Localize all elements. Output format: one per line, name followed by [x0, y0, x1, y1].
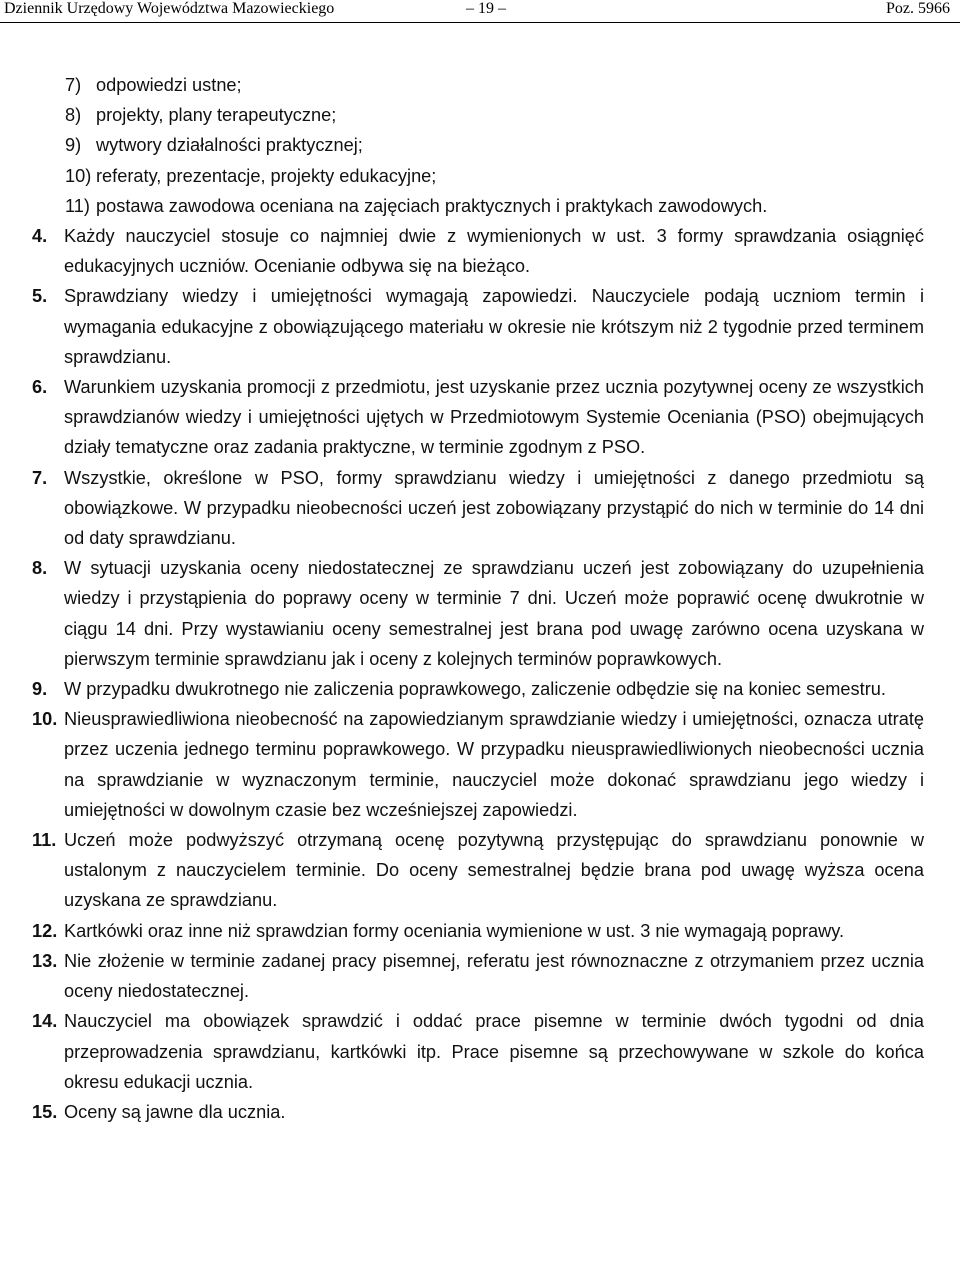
paragraph-text: Nauczyciel ma obowiązek sprawdzić i oddać prace pisemne w terminie dwóch tygodni od dnia przeprowadzenia sprawdzianu, kartkówki itp. Prace pisemne są przechowywane w szkole do końca okresu edukacji ucznia.: [64, 1011, 924, 1092]
paragraph-number: 9.: [32, 679, 48, 700]
paragraph-item: [32, 1097, 924, 1127]
paragraph-number: 11.: [32, 830, 57, 851]
paragraph-text: Oceny są jawne dla ucznia.: [64, 1101, 286, 1122]
sub-item-text: projekty, plany terapeutyczne;: [96, 105, 337, 126]
paragraph-text: Uczeń może podwyższyć otrzymaną ocenę pozytywną przystępując do sprawdzianu ponownie w ustalonym z nauczycielem terminie. Do oceny semestralnej będzie brana pod uwagę wyższa ocena uzyskana ze sprawdzianu.: [64, 830, 924, 911]
paragraph-number: 13.: [32, 950, 58, 971]
paragraph-item: [32, 463, 924, 554]
paragraph-number: 7.: [32, 467, 48, 488]
paragraph-number: 15.: [32, 1101, 58, 1122]
paragraph-item: [32, 221, 924, 281]
paragraph-text: Sprawdziany wiedzy i umiejętności wymagają zapowiedzi. Nauczyciele podają uczniom termin i wymagania edukacyjne z obowiązującego materiału w okresie nie krótszym niż 2 tygodnie przed terminem sprawdzianu.: [64, 286, 924, 367]
sub-list-item: [32, 191, 924, 221]
paragraph-item: [32, 946, 924, 1006]
sub-item-number: 7): [65, 75, 82, 95]
sub-item-text: odpowiedzi ustne;: [96, 75, 242, 95]
sub-list-item: [32, 100, 924, 130]
paragraph-number: 4.: [32, 226, 48, 247]
paragraph-text: Warunkiem uzyskania promocji z przedmiotu, jest uzyskanie przez ucznia pozytywnej oceny ze wszystkich sprawdzianów wiedzy i umiejętności ujętych w Przedmiotowym Systemie Oceniania (PSO) obejmujących działy tematyczne oraz zadania praktyczne, w terminie zgodnym z PSO.: [64, 377, 924, 458]
paragraph-number: 5.: [32, 286, 48, 307]
header-rule: [0, 22, 960, 23]
document-body: [32, 70, 924, 1127]
sub-item-number: 9): [65, 135, 82, 156]
paragraph-text: Nieusprawiedliwiona nieobecność na zapowiedzianym sprawdzianie wiedzy i umiejętności, oznacza utratę przez uczenia jednego terminu poprawkowego. W przypadku nieusprawiedliwionych nieobecności ucznia na sprawdzianie w wyznaczonym terminie, nauczyciel może dokonać sprawdzianu jego wiedzy i umiejętności w dowolnym czasie bez wcześniejszej zapowiedzi.: [64, 709, 924, 820]
paragraph-text: W przypadku dwukrotnego nie zaliczenia poprawkowego, zaliczenie odbędzie się na koniec semestru.: [64, 679, 886, 700]
page-number: – 19 –: [466, 0, 506, 17]
paragraph-number: 6.: [32, 377, 48, 398]
paragraph-text: Każdy nauczyciel stosuje co najmniej dwie z wymienionych w ust. 3 formy sprawdzania osiągnięć edukacyjnych uczniów. Ocenianie odbywa się na bieżąco.: [64, 226, 924, 277]
sub-item-text: referaty, prezentacje, projekty edukacyjne;: [96, 165, 437, 186]
paragraph-item: [32, 674, 924, 704]
paragraph-text: W sytuacji uzyskania oceny niedostatecznej ze sprawdzianu uczeń jest zobowiązany do uzupełnienia wiedzy i przystąpienia do poprawy oceny w terminie 7 dni. Uczeń może poprawić ocenę dwukrotnie w ciągu 14 dni. Przy wystawianiu oceny semestralnej jest brana pod uwagę zarówno ocena uzyskana w pierwszym terminie sprawdzianu jak i oceny z kolejnych terminów poprawkowych.: [64, 558, 924, 669]
paragraph-number: 14.: [32, 1011, 58, 1032]
paragraph-text: Wszystkie, określone w PSO, formy sprawdzianu wiedzy i umiejętności z danego przedmiotu są obowiązkowe. W przypadku nieobecności uczeń jest zobowiązany przystąpić do nich w terminie do 14 dni od daty sprawdzianu.: [64, 467, 924, 549]
sub-item-number: 10): [65, 165, 92, 186]
paragraph-text: Kartkówki oraz inne niż sprawdzian formy oceniania wymienione w ust. 3 nie wymagają poprawy.: [64, 920, 845, 941]
sub-item-text: postawa zawodowa oceniana na zajęciach praktycznych i praktykach zawodowych.: [96, 195, 768, 216]
sub-item-text: wytwory działalności praktycznej;: [96, 135, 363, 156]
paragraph-item: [32, 1006, 924, 1097]
sub-item-number: 8): [65, 105, 82, 126]
paragraph-item: [32, 916, 924, 946]
position-number: Poz. 5966: [886, 0, 950, 17]
paragraph-item: [32, 553, 924, 674]
sub-list-item: [32, 161, 924, 191]
paragraph-text: Nie złożenie w terminie zadanej pracy pisemnej, referatu jest równoznaczne z otrzymaniem przez ucznia oceny niedostatecznej.: [64, 950, 924, 1002]
sub-list-item: [32, 70, 924, 100]
paragraph-number: 12.: [32, 920, 58, 941]
page-header: [0, 0, 960, 22]
paragraph-number: 10.: [32, 709, 58, 730]
paragraph-item: [32, 825, 924, 916]
paragraph-item: [32, 372, 924, 463]
paragraph-number: 8.: [32, 558, 48, 579]
sub-list-item: [32, 130, 924, 160]
journal-title: Dziennik Urzędowy Województwa Mazowieckiego: [4, 0, 335, 17]
paragraph-item: [32, 704, 924, 825]
paragraph-item: [32, 281, 924, 372]
sub-item-number: 11): [65, 195, 90, 216]
